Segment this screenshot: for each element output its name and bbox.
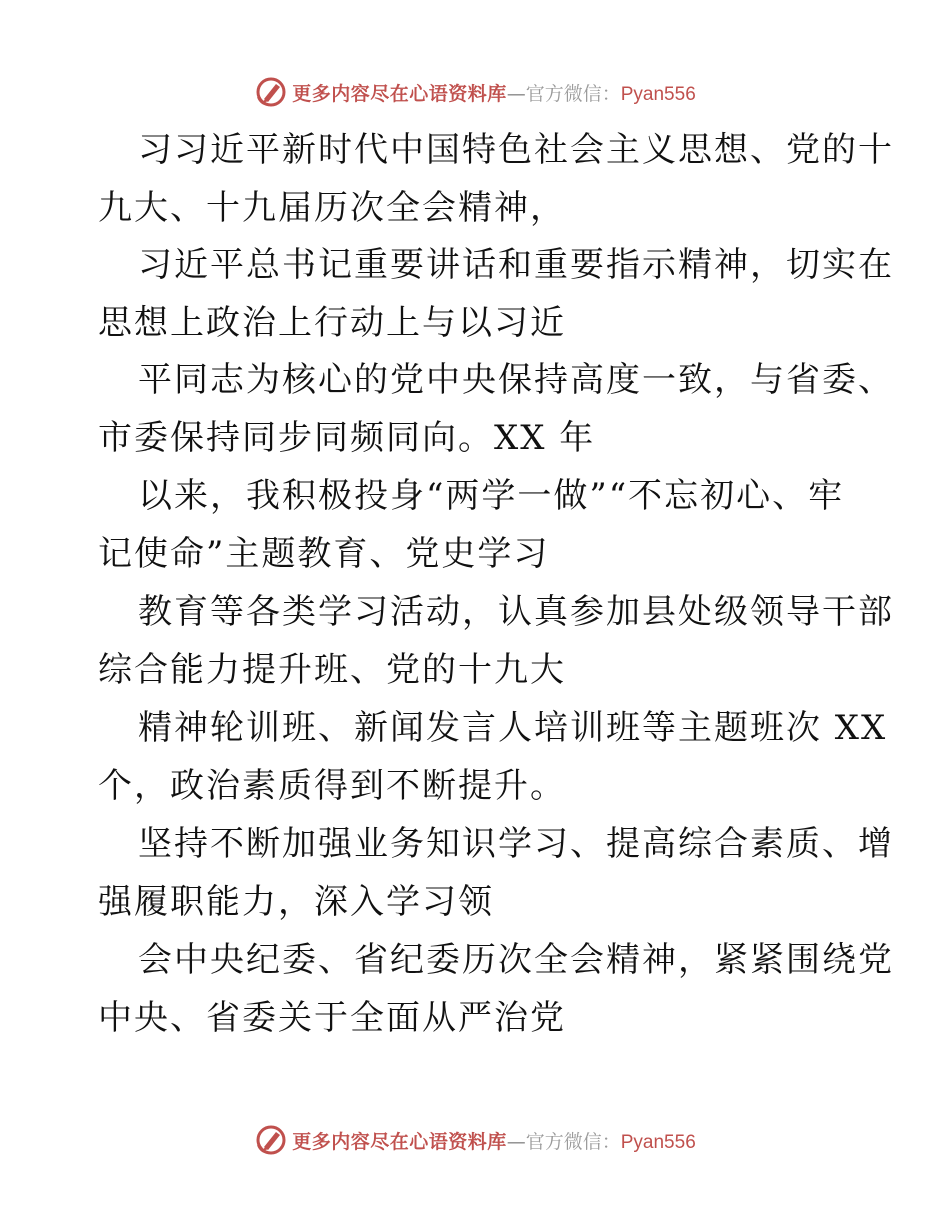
banner-wechat-id: Pyan556	[620, 1131, 696, 1153]
paragraph-line: 市委保持同步同频同向。XX 年	[98, 418, 596, 458]
paragraph-line: 会中央纪委、省纪委历次全会精神，紧紧围绕党	[138, 940, 894, 980]
pen-logo-icon	[254, 1123, 288, 1157]
banner-separator: —	[506, 1130, 526, 1153]
paragraph-line: 思想上政治上行动上与以习近	[98, 303, 566, 343]
banner-wechat-id: Pyan556	[620, 83, 696, 105]
paragraph-line: 平同志为核心的党中央保持高度一致，与省委、	[138, 360, 894, 400]
banner-main-text: 更多内容尽在心语资料库	[292, 1130, 507, 1153]
paragraph-line: 综合能力提升班、党的十九大	[98, 650, 566, 690]
banner-wechat-label: 官方微信：	[525, 1130, 621, 1153]
paragraph-line: 坚持不断加强业务知识学习、提高综合素质、增	[138, 824, 894, 864]
paragraph-line: 以来，我积极投身“两学一做”“不忘初心、牢	[138, 476, 845, 516]
paragraph-line: 强履职能力，深入学习领	[98, 882, 494, 922]
paragraph-line: 中央、省委关于全面从严治党	[98, 998, 566, 1038]
header-banner	[0, 72, 950, 112]
footer-banner	[0, 1120, 950, 1160]
banner-separator: —	[506, 82, 526, 105]
pen-logo-icon	[254, 75, 288, 109]
paragraph-line: 习近平总书记重要讲话和重要指示精神，切实在	[138, 245, 894, 285]
paragraph-line: 习习近平新时代中国特色社会主义思想、党的十	[138, 130, 894, 170]
paragraph-line: 教育等各类学习活动，认真参加县处级领导干部	[138, 592, 894, 632]
paragraph-line: 九大、十九届历次全会精神，	[98, 188, 566, 228]
paragraph-line: 记使命”主题教育、党史学习	[98, 534, 550, 574]
banner-wechat-label: 官方微信：	[525, 82, 621, 105]
paragraph-line: 精神轮训班、新闻发言人培训班等主题班次 XX	[138, 708, 888, 748]
paragraph-line: 个，政治素质得到不断提升。	[98, 766, 566, 806]
banner-main-text: 更多内容尽在心语资料库	[292, 82, 507, 105]
